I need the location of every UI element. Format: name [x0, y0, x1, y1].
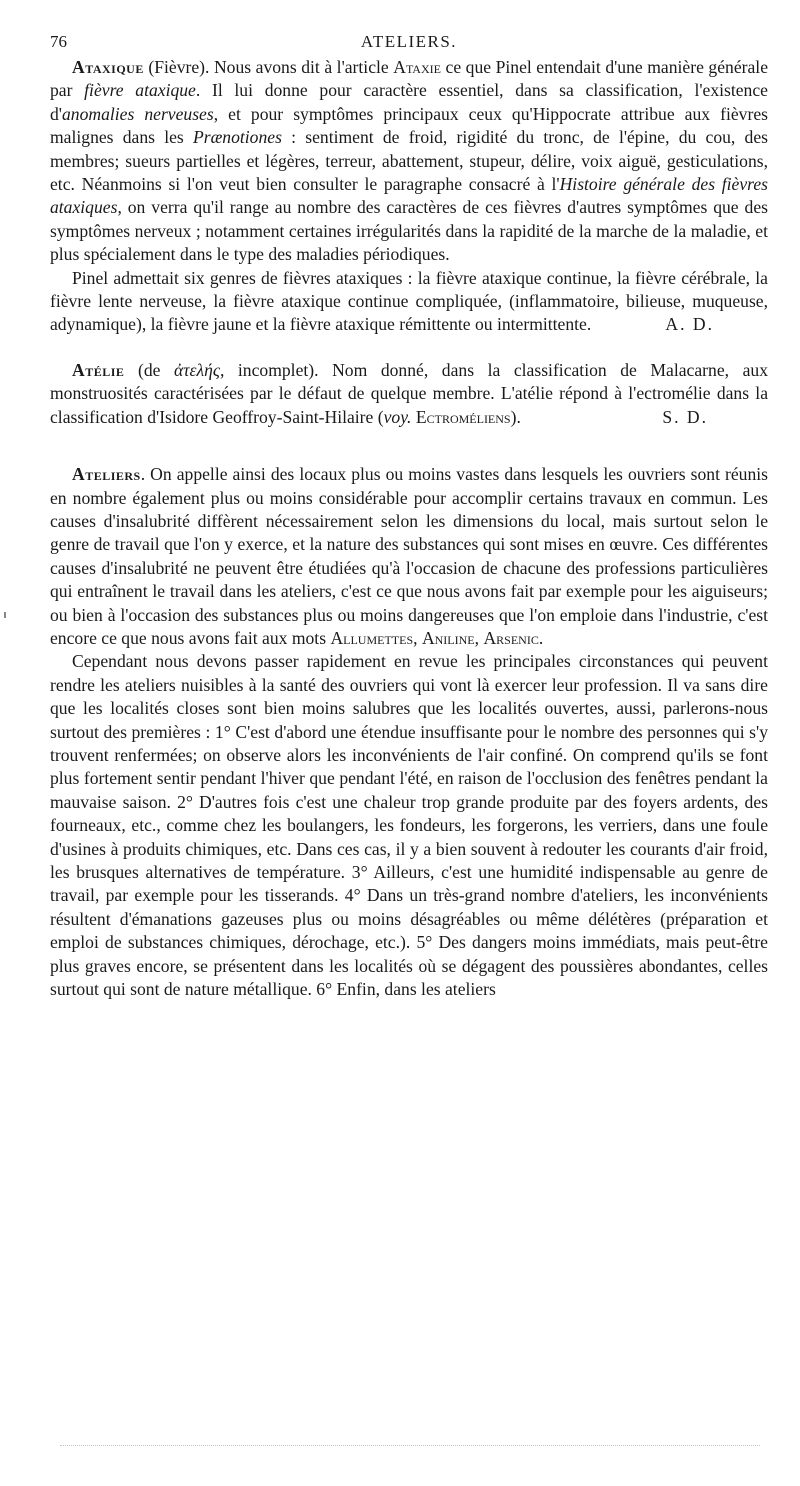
- text-run: . Il lui donne pour caractère essentiel, dans sa classification, l'existence d': [50, 80, 768, 124]
- entry-ataxique-signature: A. D.: [665, 314, 714, 335]
- text-run: ,: [413, 627, 422, 648]
- running-head: [50, 28, 768, 56]
- entry-ateliers: [50, 463, 768, 1001]
- text-run: ).: [510, 406, 521, 427]
- entry-ateliers-headword: Ateliers: [72, 464, 141, 485]
- text-run: ,: [474, 627, 484, 648]
- entry-ateliers-paragraph-2: [50, 650, 768, 1001]
- margin-mark: [4, 612, 6, 618]
- text-run: , on verra qu'il range au nombre des caractères de ces fièvres d'autres symptômes que des symptômes nerveux ; notamment certaines irrégularités dans la rapidité de la marche de la maladie, et plus spécialement dans le type des maladies périodiques.: [50, 197, 768, 265]
- entry-ateliers-paragraph-1: [50, 463, 768, 650]
- text-run: Cependant nous devons passer rapidement en revue les principales circonstances qui peuvent rendre les ateliers nuisibles à la santé des ouvriers qui vont là exercer leur profession. Il va sans dire que les localités closes sont bien moins salubres que les localités ouvertes, aussi, parlerons-nous surtout des premières : 1° C'est d'abord une étendue insuffisante pour le nombre des personnes qui s'y trouvent renfermées; on observe alors les inconvénients de l'air confiné. On comprend qu'ils se font plus fortement sentir pendant l'hiver que pendant l'été, en raison de l'occlusion des fenêtres pendant la mauvaise saison. 2° D'autres fois c'est une chaleur trop grande produite par des foyers ardents, des fourneaux, etc., comme chez les boulangers, les fondeurs, les forgerons, les verriers, dans une foule d'usines à produits chimiques, etc. Dans ces cas, il y a bien souvent à redouter les courants d'air froid, les brusques alternatives de température. 3° Ailleurs, c'est une humidité indispensable au genre de travail, par exemple pour les tisserands. 4° Dans un très-grand nombre d'ateliers, les inconvénients résultent d'émanations gazeuses plus ou moins désagréables ou même délétères (préparation et emploi de substances chimiques, dérochage, etc.). 5° Des dangers moins immédiats, mais peut-être plus graves encore, se présentent dans les localités où se dégagent des poussières abondantes, celles surtout qui sont de nature métallique. 6° Enfin, dans les ateliers: [50, 651, 768, 1000]
- entry-atelie-signature: S. D.: [662, 406, 708, 427]
- text-run: Pinel admettait six genres de fièvres ataxiques : la fièvre ataxique continue, la fièvre cérébrale, la fièvre lente nerveuse, la fièvre ataxique continue compliquée, (inflammatoire, bilieuse, muqueuse, adynamique), la fièvre jaune et la fièvre ataxique rémittente ou intermittente.: [50, 267, 768, 335]
- entry-ataxique: [50, 56, 768, 337]
- text-run: (Fièvre). Nous avons dit à l'article: [143, 57, 394, 77]
- entry-atelie-paragraph: [50, 359, 768, 429]
- cross-reference-arsenic: Arsenic: [483, 627, 539, 648]
- text-run: ce que Pinel entendait d'une manière générale par: [50, 57, 768, 101]
- italic-term: fièvre ataxique: [84, 80, 196, 101]
- italic-title: Histoire générale des fièvres ataxiques: [50, 174, 768, 218]
- cross-reference-ectromeliens: Ectroméliens: [415, 406, 511, 427]
- text-run: (de: [124, 359, 174, 380]
- italic-voy: voy.: [383, 406, 412, 427]
- cross-reference-ataxie: Ataxie: [393, 57, 441, 77]
- text-run: : sentiment de froid, rigidité du tronc, de l'épine, du cou, des membres; sueurs partielles et légères, terreur, abattement, stupeur, délire, voix aiguë, gesticulations, etc. Néanmoins si l'on veut bien consulter le paragraphe consacré à l': [50, 127, 768, 195]
- italic-term: anomalies nerveuses: [61, 103, 214, 124]
- text-run: , incomplet). Nom donné, dans la classification de Malacarne, aux monstruosités caractérisées par le défaut de quelque membre. L'atélie répond à l'ectromélie dans la classification d'Isidore Geoffroy-Saint-Hilaire (: [50, 359, 769, 427]
- footer-dotted-rule: [60, 1445, 760, 1448]
- cross-reference-aniline: Aniline: [421, 627, 475, 648]
- cross-reference-allumettes: Allumettes: [330, 627, 414, 648]
- italic-title: Prænotiones: [192, 127, 282, 148]
- text-run: , et pour symptômes principaux ceux qu'Hippocrate attribue aux fièvres malignes dans les: [50, 103, 768, 148]
- entry-ataxique-paragraph-2: [50, 267, 768, 337]
- running-title: ATELIERS.: [360, 32, 458, 51]
- entry-atelie: [50, 359, 768, 429]
- text-run: .: [538, 627, 544, 648]
- document-page: [50, 28, 768, 1001]
- entry-atelie-headword: Atélie: [72, 359, 125, 380]
- page-number: 76: [50, 32, 67, 51]
- text-run: . On appelle ainsi des locaux plus ou moins vastes dans lesquels les ouvriers sont réunis en nombre également plus ou moins considérable pour accomplir certains travaux en commun. Les causes d'insalubrité diffèrent nécessairement selon les dimensions du local, mais surtout selon le genre de travail que l'on y exerce, et la nature des substances qui sont mises en œuvre. Ces différentes causes d'insalubrité ne peuvent être étudiées qu'à l'occasion de chacune des professions particulières qui entraînent le travail dans les ateliers, c'est ce que nous avons fait par exemple pour les aiguiseurs; ou bien à l'occasion des substances plus ou moins dangereuses que l'on emploie dans l'industrie, c'est encore ce que nous avons fait aux mots: [50, 464, 768, 648]
- entry-ataxique-headword: Ataxique: [72, 57, 144, 77]
- entry-ataxique-paragraph-1: [50, 56, 768, 267]
- greek-etymon: ἀτελής: [174, 359, 220, 380]
